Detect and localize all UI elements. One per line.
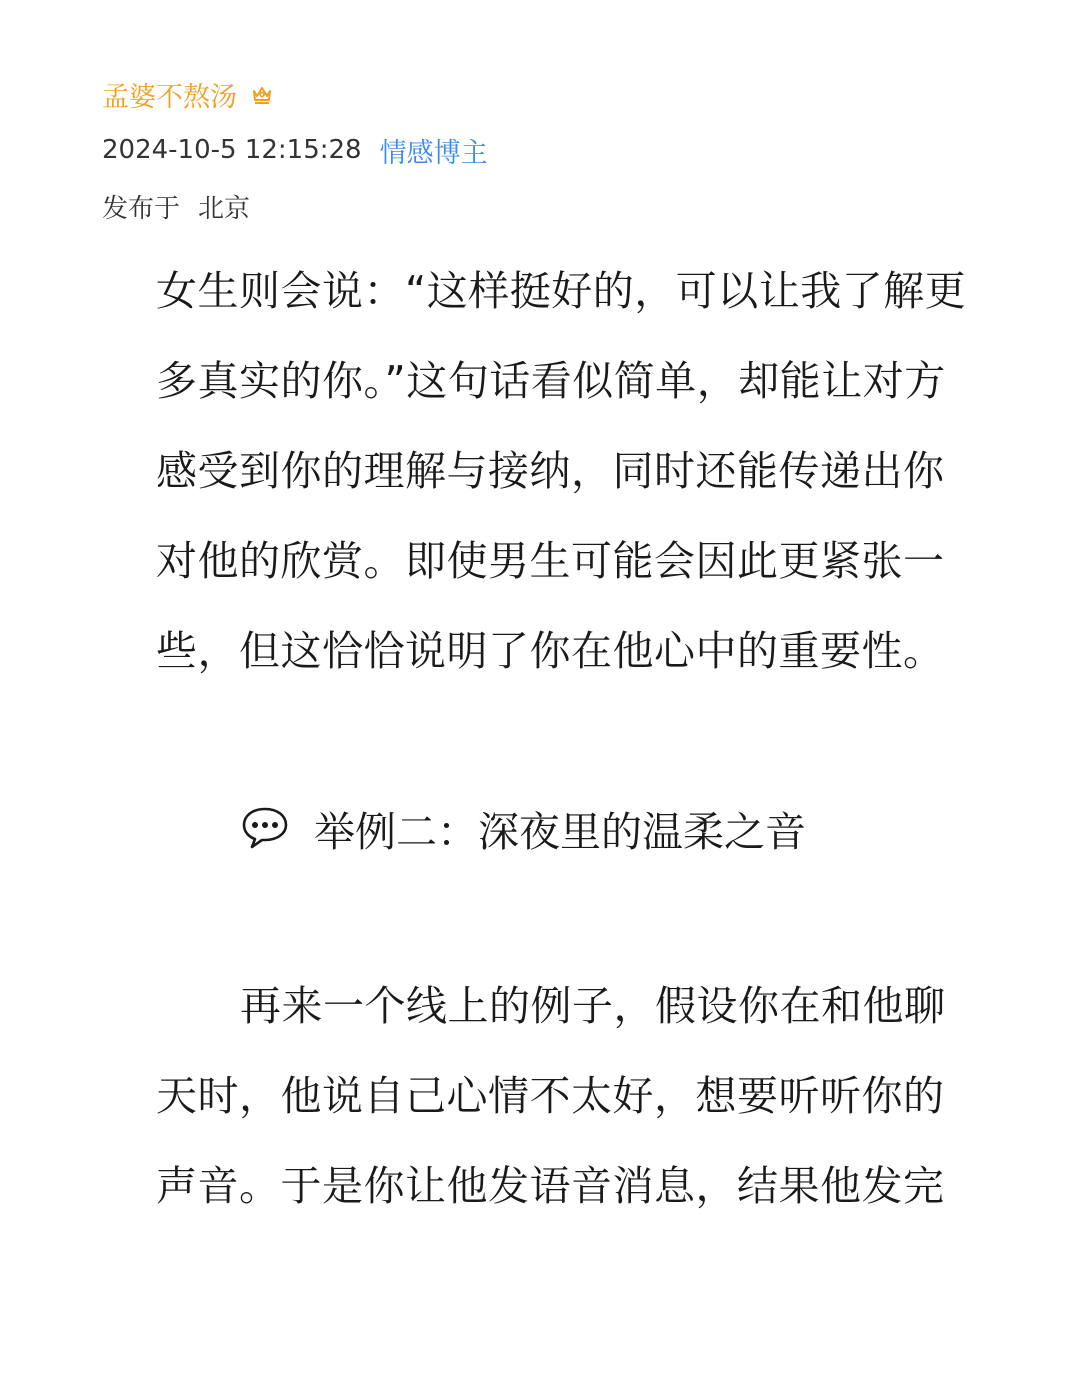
text-line: 多真实的你。”这句话看似简单，却能让对方 [156,357,946,405]
text-line: 对他的欣赏。即使男生可能会因此更紧张一 [156,537,945,585]
text-line: 天时，他说自己心情不太好，想要听听你的 [156,1072,945,1120]
post-header [102,72,488,226]
location-value: 北京 [198,193,251,224]
section-title: 举例二：深夜里的温柔之音 [314,807,806,856]
text-line: 些，但这恰恰说明了你在他心中的重要性。 [156,627,945,675]
post-datetime: 2024-10-5 12:15:28 [102,135,362,165]
text-line: 再来一个线上的例子，假设你在和他聊 [240,982,946,1030]
text-line: 女生则会说：“这样挺好的，可以让我了解更 [156,267,967,315]
speech-bubble-icon [240,805,290,851]
post-meta [102,130,488,170]
section-heading [240,788,806,868]
author-name[interactable]: 孟婆不熬汤 [102,81,237,113]
crown-icon [251,83,273,105]
author-tag[interactable]: 情感博主 [379,137,488,169]
paragraph-1 [156,246,966,696]
text-line: 感受到你的理解与接纳，同时还能传递出你 [156,447,945,495]
location-label: 发布于 [102,193,181,224]
text-line: 声音。于是你让他发语音消息，结果他发完 [156,1162,945,1210]
paragraph-2 [156,961,966,1231]
author-row [102,72,488,116]
post-location [102,186,488,226]
